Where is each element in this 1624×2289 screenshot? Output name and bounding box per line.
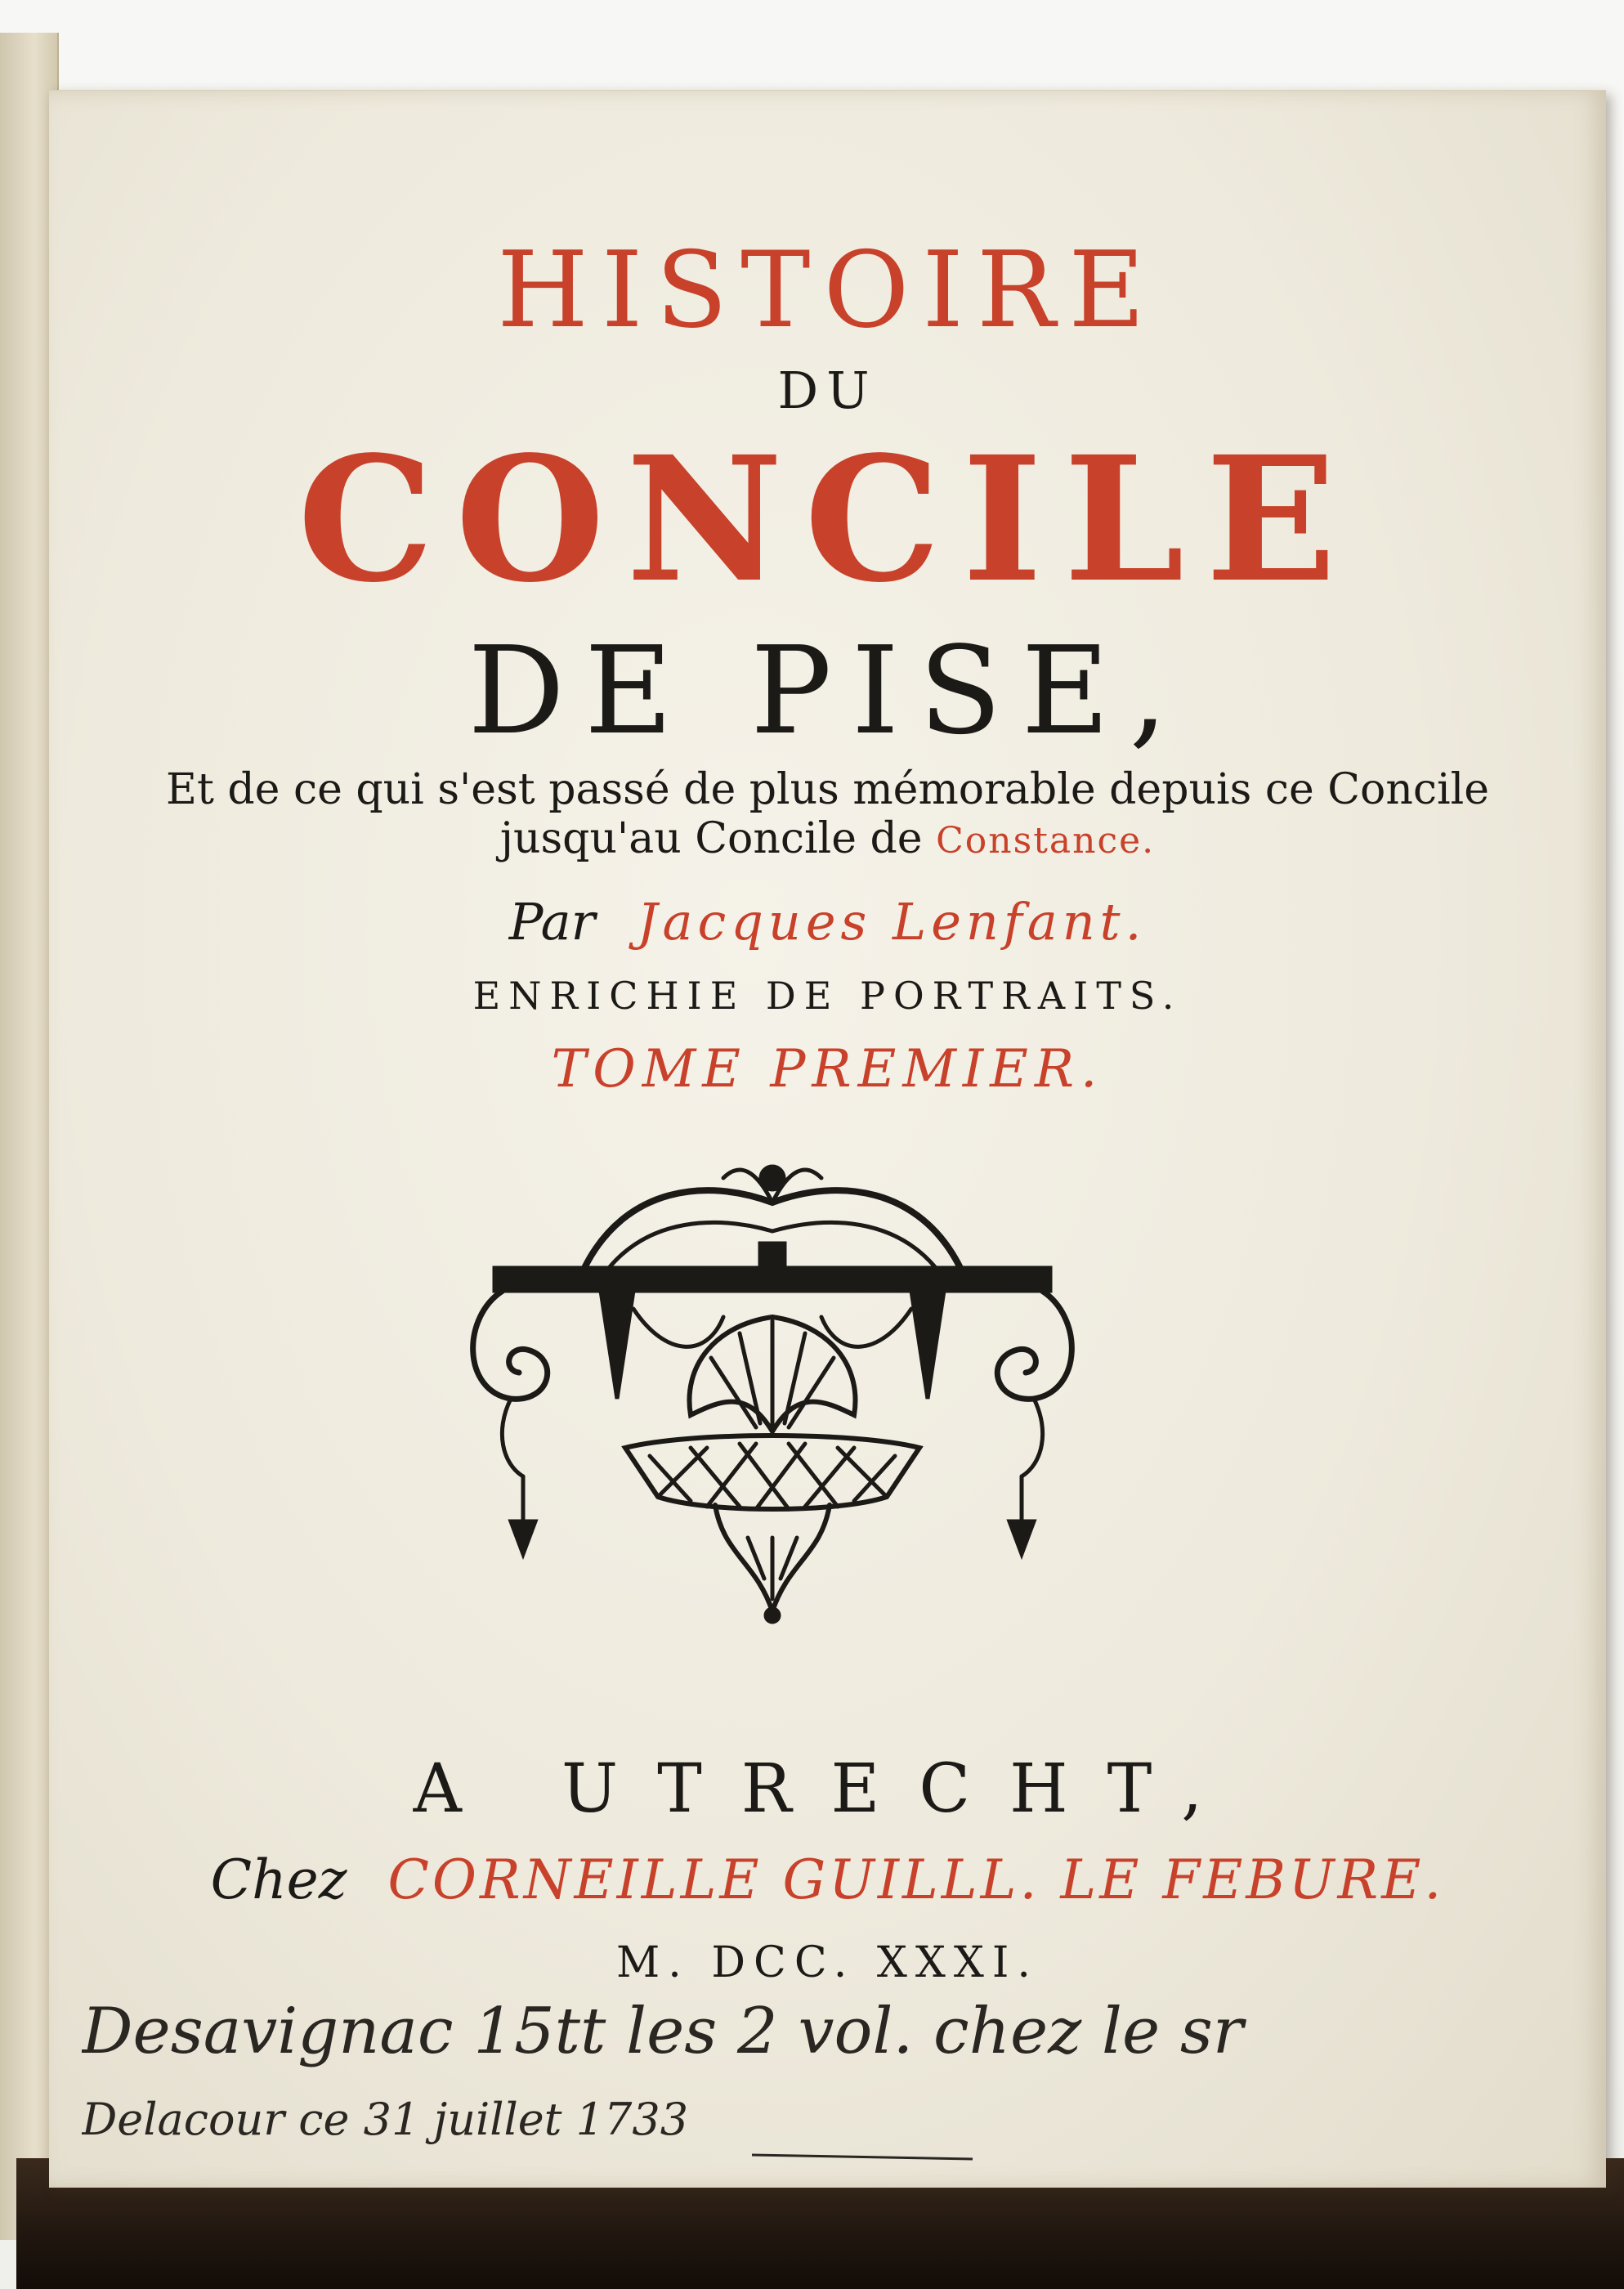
author-line [49,892,1606,952]
title-page [49,90,1606,2188]
author-prefix: Par [508,892,596,952]
author-name: Jacques Lenfant. [637,892,1147,952]
printer-prefix: Chez [210,1848,347,1911]
inscription-underline [752,2155,973,2159]
title-concile: CONCILE [297,419,1358,620]
title-histoire: HISTOIRE [497,230,1158,352]
enrichment-line: ENRICHIE DE PORTRAITS. [472,974,1183,1018]
subtitle-line-2 [49,814,1606,863]
handwritten-inscription [82,1877,1569,2171]
subtitle-constance: Constance. [936,820,1156,862]
inscription-line-1: Desavignac 15tt les 2 vol. chez le sr [82,1995,1244,2068]
subtitle-line-2-prefix: jusqu'au Concile de [499,814,937,863]
imprint-place: A UTRECHT, [413,1750,1242,1828]
volume-line: TOME PREMIER. [551,1039,1104,1100]
printers-ornament-icon [445,1153,1099,1628]
subtitle-line-1: Et de ce qui s'est passé de plus mémorable depuis ce Concile [165,765,1489,814]
imprint-year: M. DCC. XXXI. [616,1938,1039,1987]
title-de-pise: DE PISE, [468,620,1188,761]
printer-name: CORNEILLE GUILLL. LE FEBURE. [387,1848,1445,1911]
inscription-line-2: Delacour ce 31 juillet 1733 [82,2094,689,2145]
title-du: DU [777,361,878,420]
